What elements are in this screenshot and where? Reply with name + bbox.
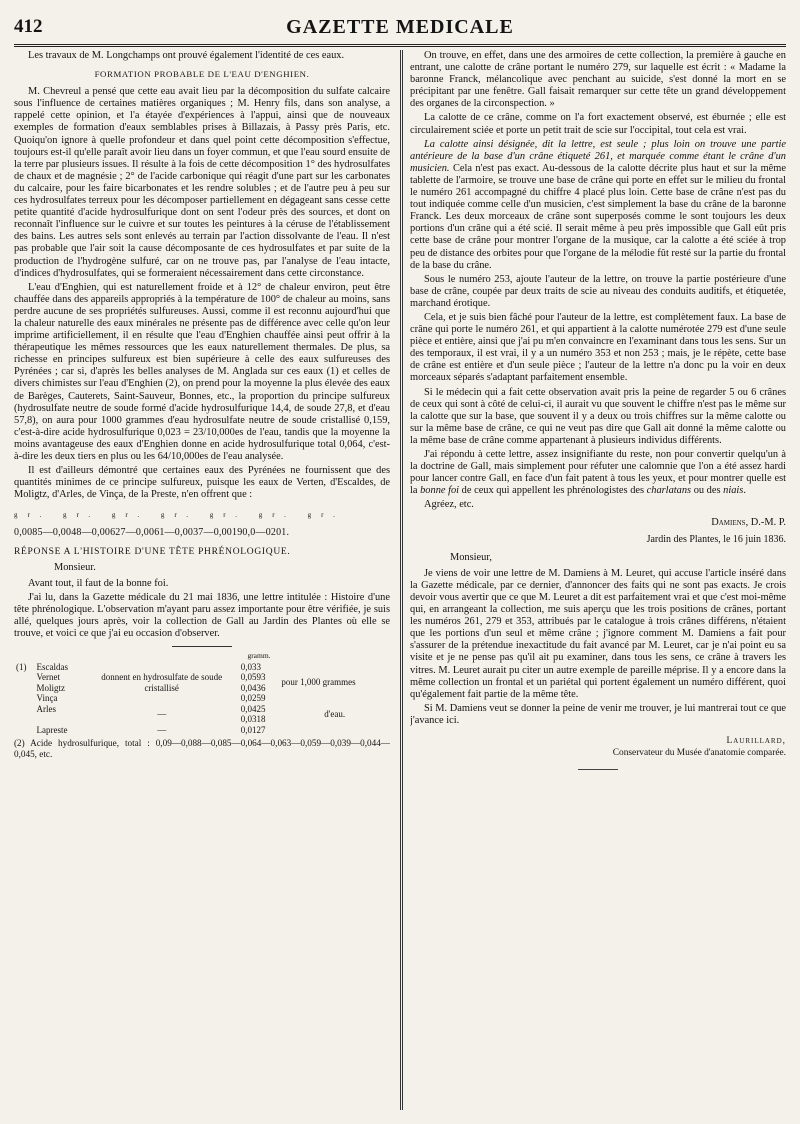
letter-date: Jardin des Plantes, le 16 juin 1836. xyxy=(646,533,786,545)
unit-label: gramm. xyxy=(247,651,271,661)
footnote-dash: — xyxy=(157,708,167,719)
spring-value: 0,0318 xyxy=(240,714,266,725)
salutation: Monsieur. xyxy=(54,561,96,573)
left-column xyxy=(14,50,390,1115)
sulfur-values: 0,0085—0,0048—0,00627—0,0061—0,0037—0,00190,0—0201. xyxy=(14,527,290,539)
spring-value: 0,0425 xyxy=(240,703,266,714)
paragraph: Sous le numéro 253, ajoute l'auteur de la lettre, on trouve la partie postérieure d'une base de crâne, coupée par deux traits de scie au niveau des conduits auditifs, et étiquetée, marchand érotique. xyxy=(410,273,786,309)
header-rule xyxy=(14,44,786,47)
footnote-row xyxy=(14,704,390,715)
right-column xyxy=(410,50,786,1115)
signature-laurillard: Laurillard, xyxy=(726,735,786,746)
footnote-rule xyxy=(172,646,232,647)
paragraph: Cela, et je suis bien fâché pour l'auteur de la lettre, est complètement faux. La base de crâne qui porte le numéro 261, et qui appartient à la calotte numérotée 279 est d'une seule pièce et entière, ainsi que j'ai pu m'en convaincre en l'examinant dans tous les sens. Sur un des temporaux, il est vrai, il y a un numéro 353 et non 253 ; mais, je le répète, cette base de crâne est entière et d'un seule pièce ; l'auteur de la lettre n'a donc pu la voir en deux morceaux séparés s'adaptant parfaitement ensemble. xyxy=(410,311,786,384)
paragraph: J'ai répondu à cette lettre, assez insignifiante du reste, non pour convertir quelqu'un à la doctrine de Gall, mais simplement pour réfuter une calomnie que l'on a été assez hardi pour lancer contre Gall, en face d'un fait patent à tous les yeux, et pour montrer quelle est la bonne foi de ceux qui appellent les phrénologistes des charlatans ou des niais. xyxy=(410,449,786,497)
closing: Agréez, etc. xyxy=(424,499,474,511)
paragraph: La calotte ainsi désignée, dit la lettre, est seule ; plus loin on trouve une partie antérieure de la base d'un crâne étiqueté 261, et marquée comme étant le crâne d'un musicien. Cela n'est pas exact. Au-dessous de la calotte décrite plus haut et sur la même tablette de l'armoire, se trouve une base de crâne qui porte en effet sur le milieu du frontal le numéro 261 accompagné du chiffre 4 placé plus loin. Cette base de crâne n'est pas du tout indiquée comme celle d'un musicien, c'est simplement la base du crâne de la baronne Franck. Les deux morceaux de crâne sont superposés comme le sont toujours les deux portions d'un crâne qui a été scié. Il serait même à peu près impossible que Gall eût pris cette base de crâne pour montrer l'organe de la musique, car la calotte a été sciée à trop peu de distance des orbites pour que l'organe de la mélodie fût resté sur la partie du frontal de la base du crâne. xyxy=(410,138,786,271)
footnote-table xyxy=(14,651,390,735)
footnote-row xyxy=(14,725,390,736)
paragraph: La calotte de ce crâne, comme on l'a fort exactement observé, est éburnée ; elle est circulairement sciée et porte un petit trait de scie sur l'occipital, tout cela est vrai. xyxy=(410,112,786,136)
paragraph: L'eau d'Enghien, qui est naturellement froide et à 12° de chaleur environ, peut être chauffée dans des appareils appropriés à la température de 100° de chaleur au moins, sans perdre aucune de ses propriétés sulfureuses. Aussi, comme il est reconnu aujourd'hui que la chaleur naturelle des eaux minérales ne présente pas de différence avec celle qu'on leur imprime artificiellement, il en résulte que l'eau d'Enghien chauffée ainsi peut offrir à la thérapeutique les mêmes ressources que les eaux naturellement thermales. De plus, sa richesse en principes sulfureux est bien supérieure à celle des eaux sulfureuses des Pyrénées ; car si, d'après les belles analyses de M. Anglada sur ces eaux (1) et celles de divers chimistes sur l'eau d'Enghien (2), on prend pour la moyenne la plus élevée des eaux de Barèges, Cauterets, Saint-Sauveur, Bonnes, etc., la proportion du principe sulfureux (hydrosulfate neutre de soude formé d'acide hydrosulfurique 14,4, de soude 27,8, et d'eau 57,8), on aura pour 1000 grammes d'eau hydrosulfate neutre de soude cristallisé 0,159, c'est-à-dire acide hydrosulfurique 0,023 = 23/10,000es de l'eau, tandis que la moyenne la moins avantageuse des eaux d'Enghien donne en acide hydrosulfurique total 0,064, c'est-à-dire les deux tiers en plus ou les 64/10,000es de l'eau analysée. xyxy=(14,281,390,462)
footnote-eau: d'eau. xyxy=(324,708,346,719)
signatory-role: Conservateur du Musée d'anatomie comparée. xyxy=(612,748,786,759)
salutation: Monsieur, xyxy=(450,551,493,563)
end-rule xyxy=(578,769,618,770)
section-heading: FORMATION PROBABLE DE L'EAU D'ENGHIEN. xyxy=(94,69,310,80)
section-heading: RÉPONSE A L'HISTOIRE D'UNE TÊTE PHRÉNOLOGIQUE. xyxy=(14,546,291,557)
spring-value: 0,033 xyxy=(240,661,261,672)
page-header xyxy=(14,14,786,44)
spring-name: Vernet xyxy=(36,672,60,683)
page-number: 412 xyxy=(14,16,43,37)
paragraph: M. Chevreul a pensé que cette eau avait lieu par la décomposition du sulfate calcaire sous l'influence de certaines matières organiques ; M. Henry fils, dans son analyse, a rappelé cette opinion, et l'a étayée d'expériences à l'appui, ainsi que de nouveaux exemples de formation d'eaux semblables prises à Billazais, à Passy près Paris, etc. Quoiqu'on ignore à quelle profondeur et dans quel point cette décomposition s'effectue, toujours est-il qu'elle paraît avoir lieu dans un foyer commun, et que l'eau sourd ensuite de la terre par plusieurs issues. Il résulte à la fois de cette décomposition 1° des hydrosulfates de chaux et de magnésie ; 2° de l'acide carbonique qui réagit d'une part sur les carbonates du calcaire, pour les faire bicarbonates et les rendre solubles ; et de l'autre peu à peu sur ces hydrosulfates terreux pour les décomposer partiellement en dégageant sans cesse cette petite quantité d'acide hydrosulfurique dont on sent l'odeur près des sources, et dont on reconnaît l'influence sur le cuivre et sur toutes les peintures à la céruse de l'établissement des bains. Les autres sels sont enlevés au terrain par l'action dissolvante de l'eau. Il n'est pas probable que l'air soit la cause décomposante de ces hydrosulfates et par suite de la production de l'hydrogène sulfuré, car on ne trouve pas, par l'analyse de l'eau intacte, d'indices d'hydrosulfates, qui se formeraient nécessairement dans cette circonstance. xyxy=(14,86,390,279)
spring-name: Arles xyxy=(36,703,56,714)
footnote-description: donnent en hydrosulfate de soude cristallisé xyxy=(101,672,223,693)
paragraph: J'ai lu, dans la Gazette médicale du 21 mai 1836, une lettre intitulée : Histoire d'une tête phrénologique. L'observation m'ayant paru assez importante pour être vérifiée, je suis allé, quelques jours après, voir la collection de Gall au Jardin des Plantes où elle se trouve, et voici ce que j'ai eu occasion d'observer. xyxy=(14,591,390,640)
footnote-dash: — xyxy=(157,724,167,735)
spring-name xyxy=(35,714,85,725)
paragraph: Avant tout, il faut de la bonne foi. xyxy=(28,577,169,589)
spring-value: 0,0593 xyxy=(240,672,266,683)
footnote-2: (2) Acide hydrosulfurique, total : 0,09—0,088—0,085—0,064—0,063—0,059—0,039—0,044—0,045, etc. xyxy=(14,738,390,760)
spring-value: 0,0127 xyxy=(240,724,266,735)
spring-value: 0,0259 xyxy=(240,693,266,704)
paragraph: On trouve, en effet, dans une des armoires de cette collection, la première à gauche en entrant, une calotte de crâne portant le numéro 279, sur laquelle est écrit : « Madame la baronne Franck, mélancolique avec penchant au suicide, s'est donné la mort en se précipitant par une fenêtre. Gall faisait remarquer sur cette tête un grand développement des organes de la circonspection. » xyxy=(410,50,786,110)
paragraph: Si M. Damiens veut se donner la peine de venir me trouver, je lui mantrerai tout ce que j'avance ici. xyxy=(410,702,786,726)
journal-title: GAZETTE MEDICALE xyxy=(286,16,514,38)
spring-name: Escaldas xyxy=(36,661,68,672)
column-divider xyxy=(400,50,406,1110)
footnote-per: pour 1,000 grammes xyxy=(281,677,356,688)
footnote-number: (1) xyxy=(16,661,27,672)
spring-name: Moligtz xyxy=(36,682,65,693)
spring-name: Vinça xyxy=(36,693,58,704)
paragraph: Si le médecin qui a fait cette observation avait pris la peine de regarder 5 ou 6 crânes de ceux qui sont à côté de celui-ci, il aurait vu que souvent le chiffre n'est pas le même sur la calotte que sur la base, que souvent il y a deux ou trois chiffres sur la même calotte ou sur la même base de crâne, ce qui ne veut pas dire que Gall ait donné la même calotte ou la même base de crâne comme appartenant à plusieurs individus différents. xyxy=(410,386,786,446)
quoted-text: La calotte ainsi désignée, dit la lettre, est seule ; plus loin on trouve une partie antérieure de la base d'un crâne étiqueté 261, et marquée comme étant le crâne d'un musicien. xyxy=(410,138,786,174)
paragraph: Je viens de voir une lettre de M. Damiens à M. Leuret, qui accuse l'article inséré dans la Gazette médicale, par ce dernier, d'annoncer des faits qui ne sont pas exacts. Je crois devoir vous avertir que ce que M. Leuret a dit est parfaitement vrai et que c'est moi-même qui, en arrangeant la collection, me suis aperçu que les trois positions de crânes, portant les numéros 261, 279 et 353, attribués par le catalogue à trois crânes différens, n'étaient que les portions d'un seul et même crâne ; j'ignore comment M. Damiens a fait pour s'assurer de la prétendue inexactitude du fait avancé par M. Leuret, car je n'ai point eu sa visite et je ne pense pas qu'il ait pu examiner, dans tous les sens, ce crâne à travers les vitres. M. Leuret aurait pu citer un autre exemple de pareille méprise. Il y a encore dans la même collection un frontal et un pariétal qui portent également un numéro différent, quoi qu'également fait partie de la même tête. xyxy=(410,567,786,700)
spring-name: Lapreste xyxy=(36,724,68,735)
unit-labels: gr. gr. gr. gr. gr. gr. gr. xyxy=(14,511,345,520)
footnote-row xyxy=(14,662,390,673)
signature-damiens: Damiens, D.-M. P. xyxy=(711,517,786,529)
spring-value: 0,0436 xyxy=(240,682,266,693)
paragraph: Les travaux de M. Longchamps ont prouvé également l'identité de ces eaux. xyxy=(28,50,345,61)
paragraph: Il est d'ailleurs démontré que certaines eaux des Pyrénées ne fournissent que des quantités minimes de ce principe sulfureux, puisque les eaux de Verten, d'Escaldes, de Moligtz, d'Arles, de Vinça, de la Preste, n'en offrent que : xyxy=(14,465,390,501)
